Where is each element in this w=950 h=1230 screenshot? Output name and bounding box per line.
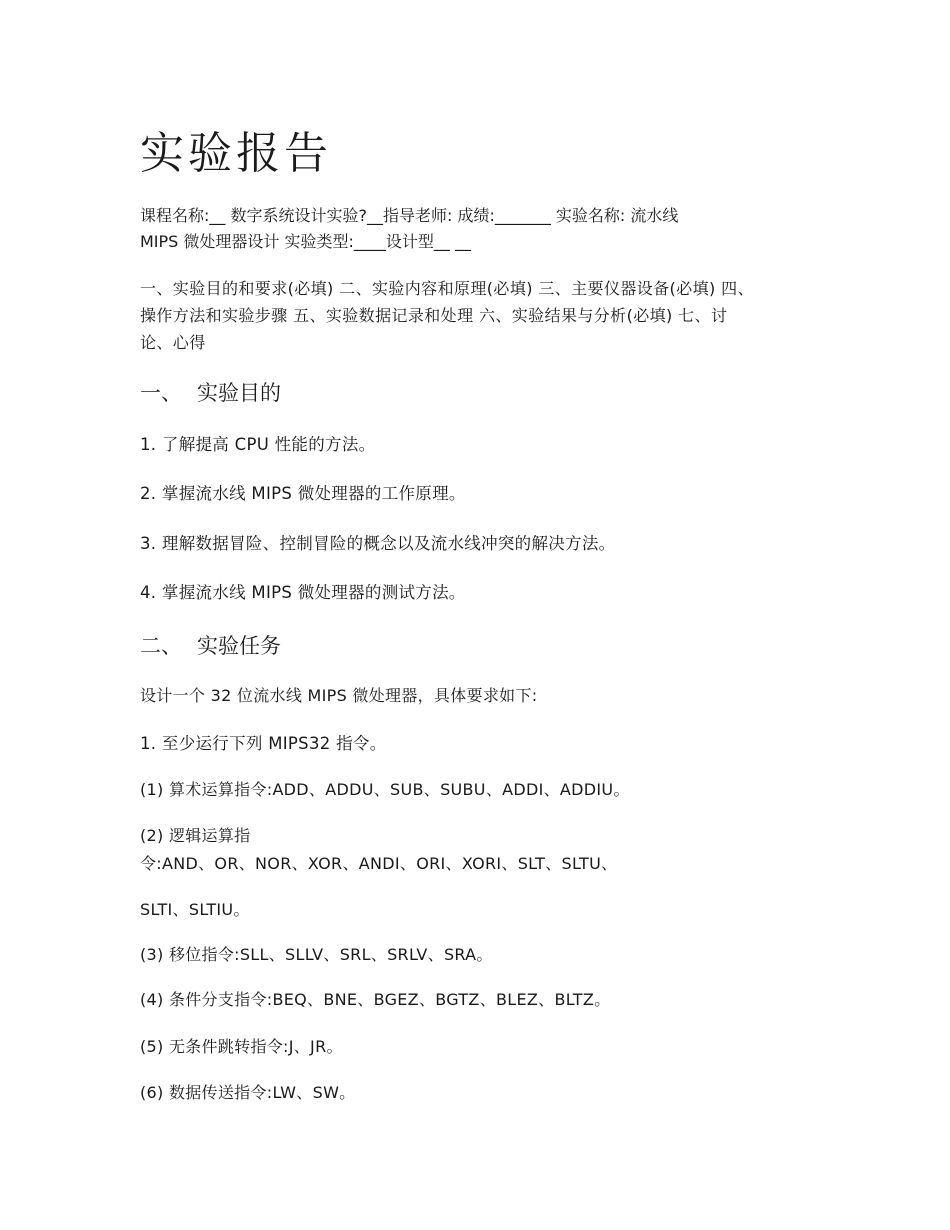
instruction-item-continued: 令:AND、OR、NOR、XOR、ANDI、ORI、XORI、SLT、SLTU、 — [140, 854, 618, 873]
section-heading-purpose — [140, 378, 281, 408]
section-title: 实验目的 — [197, 381, 281, 405]
task-intro: 设计一个 32 位流水线 MIPS 微处理器，具体要求如下: — [140, 686, 538, 705]
section-number: 一、 — [140, 381, 182, 405]
instruction-item: (5) 无条件跳转指令:J、JR。 — [140, 1037, 343, 1056]
instruction-item: (6) 数据传送指令:LW、SW。 — [140, 1083, 356, 1102]
document-title: 实验报告 — [140, 128, 332, 179]
section-heading-task — [140, 631, 281, 661]
instruction-item-continued: SLTI、SLTIU。 — [140, 900, 250, 919]
instruction-item: (3) 移位指令:SLL、SLLV、SRL、SRLV、SRA。 — [140, 945, 493, 964]
outline-line: 论、心得 — [140, 333, 206, 352]
instruction-item: (2) 逻辑运算指 — [140, 826, 251, 845]
list-item: 2. 掌握流水线 MIPS 微处理器的工作原理。 — [140, 484, 466, 503]
section-title: 实验任务 — [197, 634, 281, 658]
list-item: 1. 了解提高 CPU 性能的方法。 — [140, 435, 376, 454]
instruction-item: (1) 算术运算指令:ADD、ADDU、SUB、SUBU、ADDI、ADDIU。 — [140, 780, 630, 799]
course-info — [140, 203, 780, 255]
list-item: 3. 理解数据冒险、控制冒险的概念以及流水线冲突的解决方法。 — [140, 534, 616, 553]
section-number: 二、 — [140, 634, 182, 658]
instruction-item: (4) 条件分支指令:BEQ、BNE、BGEZ、BGTZ、BLEZ、BLTZ。 — [140, 990, 611, 1009]
course-info-line: 课程名称:__ 数字系统设计实验?__指导老师: 成绩:_______ 实验名称: 流水线 — [140, 206, 679, 225]
outline-line: 一、实验目的和要求(必填) 二、实验内容和原理(必填) 三、主要仪器设备(必填) 四、 — [140, 279, 754, 298]
report-outline — [140, 275, 830, 356]
outline-line: 操作方法和实验步骤 五、实验数据记录和处理 六、实验结果与分析(必填) 七、讨 — [140, 306, 728, 325]
list-item: 4. 掌握流水线 MIPS 微处理器的测试方法。 — [140, 583, 466, 602]
list-item: 1. 至少运行下列 MIPS32 指令。 — [140, 734, 387, 753]
course-info-line: MIPS 微处理器设计 实验类型:____设计型__ __ — [140, 232, 471, 251]
